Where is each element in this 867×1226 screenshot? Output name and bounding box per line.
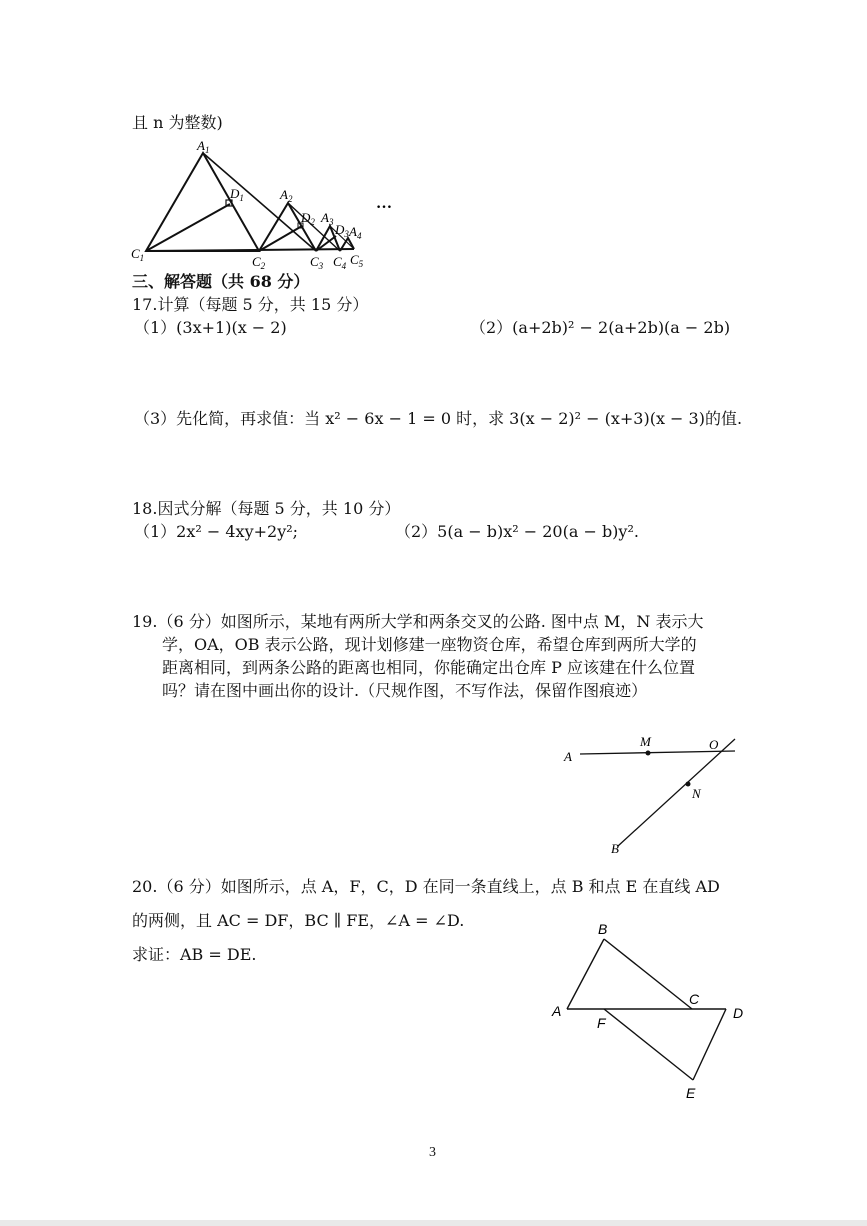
label-D2: $D_2$ xyxy=(301,210,315,227)
q17-title: 17.计算（每题 5 分，共 15 分） xyxy=(132,295,369,314)
q19-line3: 距离相同，到两条公路的距离也相同，你能确定出仓库 P 应该建在什么位置 xyxy=(162,658,695,677)
q20-line1: 20.（6 分）如图所示，点 A，F，C，D 在同一条直线上，点 B 和点 E 在直线 AD xyxy=(132,877,720,896)
label-road-A: A xyxy=(564,749,572,764)
label-C5: $C_5$ xyxy=(350,252,364,269)
label-C2: $C_2$ xyxy=(252,254,266,271)
label-tri-D: D xyxy=(733,1005,744,1021)
label-A3: $A_3$ xyxy=(321,210,334,227)
intro-tail-text: 且 n 为整数) xyxy=(132,113,223,132)
q18-title: 18.因式分解（每题 5 分，共 10 分） xyxy=(132,499,401,518)
label-road-B: B xyxy=(611,841,619,856)
label-road-M: M xyxy=(640,734,651,749)
q19-line1: 19.（6 分）如图所示，某地有两所大学和两条交叉的公路. 图中点 M，N 表示大 xyxy=(132,612,704,631)
label-tri-A: A xyxy=(552,1003,562,1019)
label-A1: $A_1$ xyxy=(197,138,210,155)
q20-line2: 的两侧，且 AC = DF，BC ∥ FE，∠A = ∠D. xyxy=(132,911,465,930)
q19-line2: 学，OA，OB 表示公路，现计划修建一座物资仓库，希望仓库到两所大学的 xyxy=(162,635,697,654)
label-A4: $A_4$ xyxy=(349,224,362,241)
label-D3: $D_3$ xyxy=(335,222,349,239)
label-road-N: N xyxy=(692,786,701,801)
label-C4: $C_4$ xyxy=(333,254,347,271)
q18-part1: （1）2x² − 4xy+2y²; xyxy=(134,522,299,541)
label-tri-C: C xyxy=(689,991,700,1007)
q19-line4: 吗？请在图中画出你的设计.（尺规作图，不写作法，保留作图痕迹） xyxy=(162,681,648,700)
label-road-O: O xyxy=(709,737,719,752)
bottom-edge-bar xyxy=(0,1220,867,1226)
label-C3: $C_3$ xyxy=(310,254,324,271)
q17-part1: （1）(3x+1)(x − 2) xyxy=(134,318,287,337)
label-A2: $A_2$ xyxy=(280,187,293,204)
q20-line3: 求证：AB = DE. xyxy=(132,945,257,964)
page-number: 3 xyxy=(429,1145,436,1160)
label-C1: $C_1$ xyxy=(131,246,145,263)
q17-part2: （2）(a+2b)² − 2(a+2b)(a − 2b) xyxy=(470,318,731,337)
label-D1: $D_1$ xyxy=(230,186,244,203)
label-tri-E: E xyxy=(686,1085,696,1101)
label-tri-B: B xyxy=(598,921,608,937)
ellipsis: … xyxy=(376,195,392,212)
label-tri-F: F xyxy=(597,1015,606,1031)
section-heading: 三、解答题（共 68 分） xyxy=(132,272,310,291)
q18-part2: （2）5(a − b)x² − 20(a − b)y². xyxy=(395,522,639,541)
q17-part3: （3）先化简，再求值：当 x² − 6x − 1 = 0 时，求 3(x − 2)² − (x+3)(x − 3)的值. xyxy=(134,409,743,428)
